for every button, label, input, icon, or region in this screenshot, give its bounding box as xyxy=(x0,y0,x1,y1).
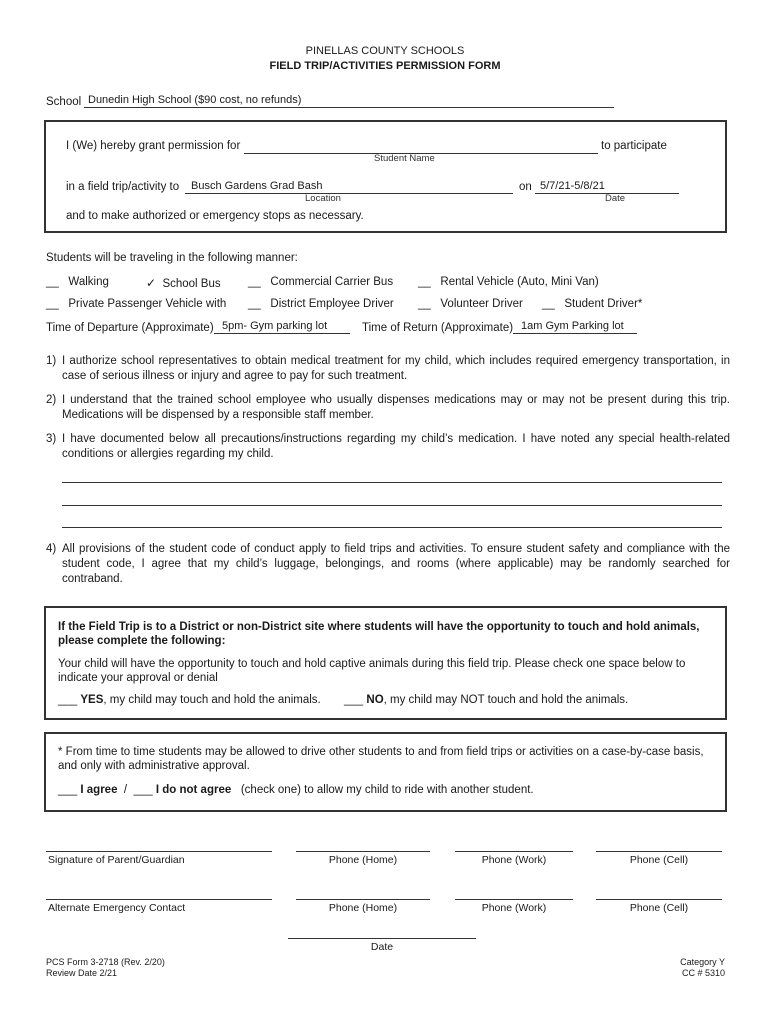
date-signature-caption: Date xyxy=(370,941,394,953)
phone-cell-caption-1: Phone (Cell) xyxy=(629,854,689,866)
phone-home-line-1[interactable] xyxy=(296,851,430,852)
option-blank: __ xyxy=(418,276,431,288)
statement-text: I understand that the trained school employee who usually dispenses medications may or may not be present during this trip. Medications will be dispensed by a responsible staff member. xyxy=(62,394,730,421)
animals-no-option[interactable] xyxy=(344,694,628,706)
disagree-label: I do not agree xyxy=(155,784,232,796)
student-driver-note: * From time to time students may be allowed to drive other students to and from field trips or activities on a case-by-case basis, and only with administrative approval. xyxy=(58,746,704,772)
phone-cell-line-2[interactable] xyxy=(596,899,722,900)
trip-prefix: in a field trip/activity to xyxy=(66,181,180,193)
travel-option-school-bus[interactable] xyxy=(146,276,221,290)
phone-work-caption-2: Phone (Work) xyxy=(481,902,547,914)
option-label: District Employee Driver xyxy=(270,298,394,310)
checkmark-icon: ✓ xyxy=(146,276,157,290)
travel-option-volunteer-driver[interactable] xyxy=(418,298,523,310)
departure-field-line xyxy=(214,333,350,334)
parent-signature-line[interactable] xyxy=(46,851,272,852)
student-driver-box xyxy=(44,732,727,812)
parent-signature-caption: Signature of Parent/Guardian xyxy=(48,854,185,866)
yes-text: , my child may touch and hold the animals. xyxy=(103,694,321,706)
animals-box xyxy=(44,606,727,720)
return-value[interactable]: 1am Gym Parking lot xyxy=(521,320,624,332)
review-date: Review Date 2/21 xyxy=(46,968,118,978)
statement-4 xyxy=(46,542,730,585)
departure-value[interactable]: 5pm- Gym parking lot xyxy=(222,320,328,332)
no-text: , my child may NOT touch and hold the animals. xyxy=(383,694,629,706)
option-blank: __ xyxy=(542,298,555,310)
phone-work-line-2[interactable] xyxy=(455,899,573,900)
phone-work-line-1[interactable] xyxy=(455,851,573,852)
agree-blank[interactable]: ___ xyxy=(58,784,78,796)
medication-notes-line-1[interactable] xyxy=(62,482,722,483)
departure-label: Time of Departure (Approximate) xyxy=(46,322,214,334)
statement-2 xyxy=(46,393,730,423)
permission-box xyxy=(44,120,727,233)
phone-cell-caption-2: Phone (Cell) xyxy=(629,902,689,914)
statement-text: All provisions of the student code of conduct apply to field trips and activities. To ensure student safety and compliance with the student code, I agree that my child’s luggage, belongings, and rooms (where applicable) may be randomly searched for contraband. xyxy=(62,543,730,585)
option-label: Walking xyxy=(68,276,109,288)
return-field-line xyxy=(513,333,637,334)
agree-separator: / xyxy=(123,784,128,796)
statement-number: 3) xyxy=(46,433,57,445)
permission-closing: and to make authorized or emergency stops as necessary. xyxy=(66,210,364,222)
category: Category Y xyxy=(680,957,725,967)
animals-body: Your child will have the opportunity to touch and hold captive animals during this field trip. Please check one space below to indicate your approval or denial xyxy=(58,658,686,684)
agree-option-row xyxy=(58,784,534,796)
on-label: on xyxy=(519,181,532,193)
grant-prefix: I (We) hereby grant permission for xyxy=(66,140,241,152)
travel-option-walking[interactable] xyxy=(46,276,109,288)
yes-label: YES xyxy=(80,694,104,706)
option-blank: __ xyxy=(248,276,261,288)
statement-number: 2) xyxy=(46,394,57,406)
travel-option-student-driver[interactable] xyxy=(542,298,642,310)
school-value[interactable]: Dunedin High School ($90 cost, no refunds) xyxy=(88,94,302,106)
statement-text: I authorize school representatives to obtain medical treatment for my child, which includes required emergency transportation, in case of serious illness or injury and agree to pay for such treatment. xyxy=(62,355,730,382)
option-label: School Bus xyxy=(162,278,221,290)
travel-option-commercial-bus[interactable] xyxy=(248,276,393,288)
phone-work-caption-1: Phone (Work) xyxy=(481,854,547,866)
option-label: Student Driver* xyxy=(564,298,643,310)
disagree-blank[interactable]: ___ xyxy=(133,784,153,796)
phone-cell-line-1[interactable] xyxy=(596,851,722,852)
phone-home-caption-2: Phone (Home) xyxy=(328,902,398,914)
animals-heading: If the Field Trip is to a District or non-District site where students will have the opportunity to touch and hold animals, please complete the following: xyxy=(58,621,700,647)
date-signature-line[interactable] xyxy=(288,938,476,939)
travel-option-private-vehicle[interactable] xyxy=(46,298,226,310)
animals-yes-option[interactable] xyxy=(58,694,321,706)
form-id: PCS Form 3-2718 (Rev. 2/20) xyxy=(46,957,165,967)
medication-notes-line-2[interactable] xyxy=(62,505,722,506)
statement-number: 1) xyxy=(46,355,57,367)
option-label: Commercial Carrier Bus xyxy=(270,276,394,288)
emergency-contact-line[interactable] xyxy=(46,899,272,900)
agree-label: I agree xyxy=(80,784,118,796)
option-blank: __ xyxy=(248,298,261,310)
option-blank: __ xyxy=(418,298,431,310)
location-field-line xyxy=(185,193,513,194)
option-blank: ___ xyxy=(58,694,78,706)
travel-intro: Students will be traveling in the following manner: xyxy=(46,252,298,264)
statement-1 xyxy=(46,354,730,384)
phone-home-line-2[interactable] xyxy=(296,899,430,900)
option-label: Volunteer Driver xyxy=(440,298,523,310)
option-blank: ___ xyxy=(344,694,364,706)
option-blank: __ xyxy=(46,276,59,288)
cc-number: CC # 5310 xyxy=(681,968,725,978)
option-label: Private Passenger Vehicle with xyxy=(68,298,227,310)
travel-option-district-driver[interactable] xyxy=(248,298,394,310)
option-blank: __ xyxy=(46,298,59,310)
student-name-caption: Student Name xyxy=(374,153,435,164)
statement-number: 4) xyxy=(46,543,57,555)
phone-home-caption-1: Phone (Home) xyxy=(328,854,398,866)
grant-suffix: to participate xyxy=(601,140,667,152)
option-label: Rental Vehicle (Auto, Mini Van) xyxy=(440,276,599,288)
emergency-contact-caption: Alternate Emergency Contact xyxy=(48,902,186,914)
school-field-line xyxy=(84,107,614,108)
form-agency: PINELLAS COUNTY SCHOOLS xyxy=(305,45,465,57)
no-label: NO xyxy=(366,694,384,706)
medication-notes-line-3[interactable] xyxy=(62,527,722,528)
location-value[interactable]: Busch Gardens Grad Bash xyxy=(191,180,323,192)
statement-text: I have documented below all precautions/instructions regarding my child’s medication. I have noted any special health-related conditions or allergies regarding my child. xyxy=(62,433,730,460)
date-value[interactable]: 5/7/21-5/8/21 xyxy=(540,180,605,192)
date-caption: Date xyxy=(605,193,626,204)
travel-option-rental[interactable] xyxy=(418,276,599,288)
school-label: School xyxy=(46,96,82,108)
return-label: Time of Return (Approximate) xyxy=(362,322,514,334)
statement-3 xyxy=(46,432,730,462)
form-title: FIELD TRIP/ACTIVITIES PERMISSION FORM xyxy=(269,60,501,72)
location-caption: Location xyxy=(305,193,341,204)
agree-text: (check one) to allow my child to ride with another student. xyxy=(240,784,534,796)
